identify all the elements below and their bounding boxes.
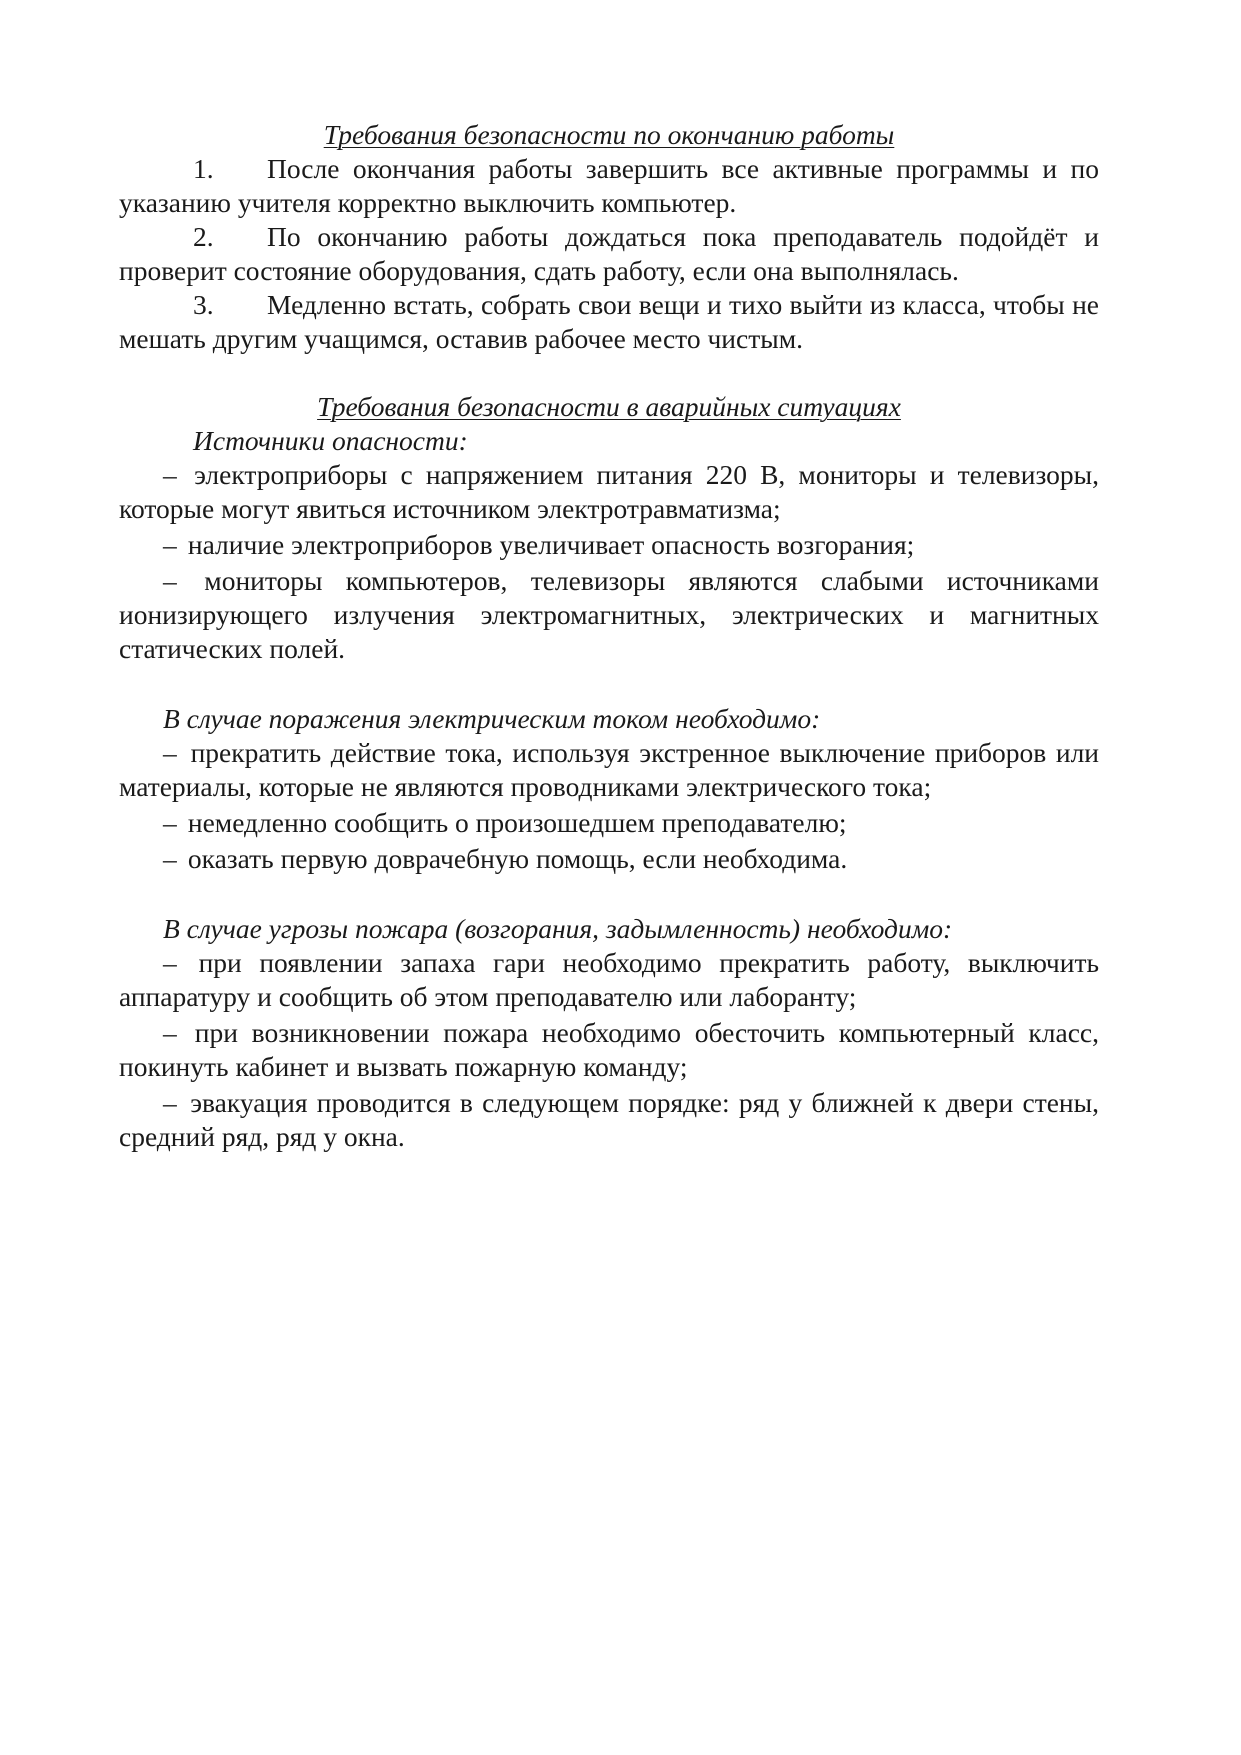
dash-marker: – [163, 1087, 177, 1118]
numbered-item [119, 220, 1099, 288]
subheading-hazard-sources: Источники опасности: [193, 425, 468, 456]
subheading-fire: В случае угрозы пожара (возгорания, задымленность) необходимо: [163, 913, 953, 944]
list-item-text: немедленно сообщить о произошедшем преподавателю; [187, 807, 847, 838]
item-number: 2. [193, 221, 214, 252]
list-item [119, 564, 1099, 666]
list-item [119, 528, 1099, 562]
list-item [119, 842, 1099, 876]
list-item-text: мониторы компьютеров, телевизоры являются слабыми источниками ионизирующего излучения электромагнитных, электрических и магнитных статических полей. [119, 565, 1100, 664]
dash-marker: – [163, 737, 177, 768]
section-title-end-of-work: Требования безопасности по окончанию работы [323, 119, 895, 150]
numbered-item [119, 152, 1099, 220]
document-page [119, 118, 1099, 1156]
list-item [119, 458, 1099, 526]
list-item-text: электроприборы с напряжением питания 220 В, мониторы и телевизоры, которые могут явиться источником электротравматизма; [119, 459, 1100, 524]
item-number: 1. [193, 153, 214, 184]
list-item-text: оказать первую доврачебную помощь, если необходима. [187, 843, 848, 874]
numbered-item [119, 288, 1099, 356]
list-item [119, 806, 1099, 840]
list-item [119, 1086, 1099, 1154]
item-text: По окончанию работы дождаться пока преподаватель подойдёт и проверит состояние оборудования, сдать работу, если она выполнялась. [119, 221, 1099, 286]
dash-marker: – [163, 565, 177, 596]
section-title-emergency: Требования безопасности в аварийных ситуациях [317, 391, 901, 422]
dash-marker: – [163, 529, 177, 560]
dash-marker: – [163, 459, 177, 490]
list-item-text: прекратить действие тока, используя экстренное выключение приборов или материалы, которые не являются проводниками электрического тока; [119, 737, 1100, 802]
item-number: 3. [193, 289, 214, 320]
dash-marker: – [163, 807, 177, 838]
list-item [119, 736, 1099, 804]
spacer [119, 356, 1099, 390]
spacer [119, 878, 1099, 912]
list-item-text: эвакуация проводится в следующем порядке: ряд у ближней к двери стены, средний ряд, ряд у окна. [119, 1087, 1099, 1152]
list-item-text: при появлении запаха гари необходимо прекратить работу, выключить аппаратуру и сообщить об этом преподавателю или лаборанту; [119, 947, 1099, 1012]
item-text: Медленно встать, собрать свои вещи и тихо выйти из класса, чтобы не мешать другим учащимся, оставив рабочее место чистым. [119, 289, 1099, 354]
subheading-electric-shock: В случае поражения электрическим током необходимо: [163, 703, 821, 734]
list-item-text: при возникновении пожара необходимо обесточить компьютерный класс, покинуть кабинет и вызвать пожарную команду; [119, 1017, 1099, 1082]
dash-marker: – [163, 843, 177, 874]
dash-marker: – [163, 947, 177, 978]
list-item [119, 1016, 1099, 1084]
item-text: После окончания работы завершить все активные программы и по указанию учителя корректно выключить компьютер. [119, 153, 1099, 218]
list-item-text: наличие электроприборов увеличивает опасность возгорания; [187, 529, 915, 560]
spacer [119, 668, 1099, 702]
list-item [119, 946, 1099, 1014]
dash-marker: – [163, 1017, 177, 1048]
